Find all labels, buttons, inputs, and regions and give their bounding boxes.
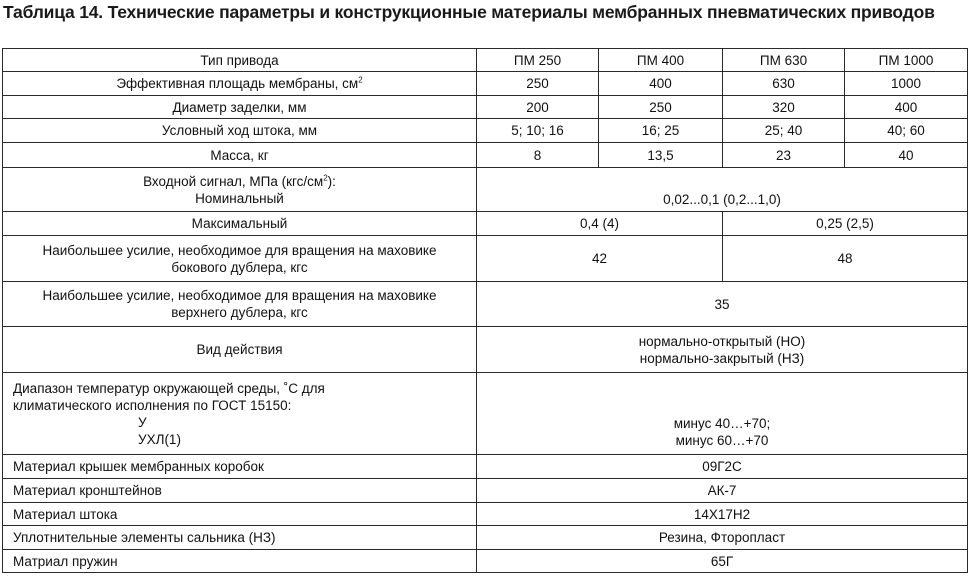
value-cell: 40; 60 [845, 119, 968, 143]
row-label: Условный ход штока, мм [3, 119, 477, 143]
value-cell: Резина, Фторопласт [477, 526, 968, 550]
row-label: Вид действия [3, 327, 477, 373]
row-label: Наибольшее усилие, необходимое для вращения на маховике бокового дублера, кгс [3, 236, 477, 282]
row-label: Материал кронштейнов [3, 479, 477, 503]
table-row [3, 282, 968, 327]
value-cell: 630 [723, 72, 845, 96]
header-label: Тип привода [3, 49, 477, 72]
row-label: Матриал пружин [3, 550, 477, 573]
value-cell: минус 40…+70; минус 60…+70 [477, 373, 968, 455]
value-cell: 0,25 (2,5) [723, 212, 968, 236]
row-label: Материал штока [3, 503, 477, 526]
table-row [3, 72, 968, 96]
value-cell: 250 [477, 72, 599, 96]
value-cell: 200 [477, 96, 599, 119]
value-cell: 0,02...0,1 (0,2...1,0) [477, 168, 968, 212]
table-row [3, 526, 968, 550]
nominal-label: Номинальный [195, 190, 284, 206]
table-row [3, 49, 968, 72]
table-row [3, 479, 968, 503]
value-cell: 40 [845, 143, 968, 168]
table-row [3, 143, 968, 168]
value-cell: 250 [599, 96, 723, 119]
table-row [3, 119, 968, 143]
row-label: Максимальный [3, 212, 477, 236]
value-cell: нормально-открытый (НО) нормально-закрытый (НЗ) [477, 327, 968, 373]
value-cell: 16; 25 [599, 119, 723, 143]
value-cell: 13,5 [599, 143, 723, 168]
value-cell: АК-7 [477, 479, 968, 503]
row-label: Диаметр заделки, мм [3, 96, 477, 119]
value-cell: 320 [723, 96, 845, 119]
row-label: Диапазон температур окружающей среды, ˚С для климатического исполнения по ГОСТ 15150: У УХЛ(1) [3, 373, 477, 455]
table-row [3, 373, 968, 455]
table-row [3, 96, 968, 119]
table-row [3, 503, 968, 526]
row-label: Эффективная площадь мембраны, $см^2$ [3, 72, 477, 96]
model-cell: ПМ 1000 [845, 49, 968, 72]
value-cell: 42 [477, 236, 723, 282]
model-cell: ПМ 630 [723, 49, 845, 72]
row-label: Наибольшее усилие, необходимое для вращения на маховике верхнего дублера, кгс [3, 282, 477, 327]
row-label: Материал крышек мембранных коробок [3, 455, 477, 479]
model-cell: ПМ 400 [599, 49, 723, 72]
table-row [3, 455, 968, 479]
row-label: Масса, кг [3, 143, 477, 168]
model-cell: ПМ 250 [477, 49, 599, 72]
row-label: Входной сигнал, МПа $(кгс/см^2)$: Номинальный [3, 168, 477, 212]
value-cell: 400 [599, 72, 723, 96]
specs-table [2, 48, 968, 573]
table-row [3, 168, 968, 212]
value-cell: 25; 40 [723, 119, 845, 143]
row-label: Уплотнительные элементы сальника (НЗ) [3, 526, 477, 550]
value-cell: 8 [477, 143, 599, 168]
value-cell: 14Х17Н2 [477, 503, 968, 526]
value-cell: 400 [845, 96, 968, 119]
value-cell: 48 [723, 236, 968, 282]
value-cell: 35 [477, 282, 968, 327]
table-row [3, 327, 968, 373]
table-row [3, 212, 968, 236]
value-cell: 65Г [477, 550, 968, 573]
value-cell: 0,4 (4) [477, 212, 723, 236]
value-cell: 09Г2С [477, 455, 968, 479]
table-title: Таблица 14. Технические параметры и конструкционные материалы мембранных пневматических приводов [3, 2, 935, 22]
value-cell: 5; 10; 16 [477, 119, 599, 143]
table-row [3, 236, 968, 282]
value-cell: 23 [723, 143, 845, 168]
table-row [3, 550, 968, 573]
value-cell: 1000 [845, 72, 968, 96]
